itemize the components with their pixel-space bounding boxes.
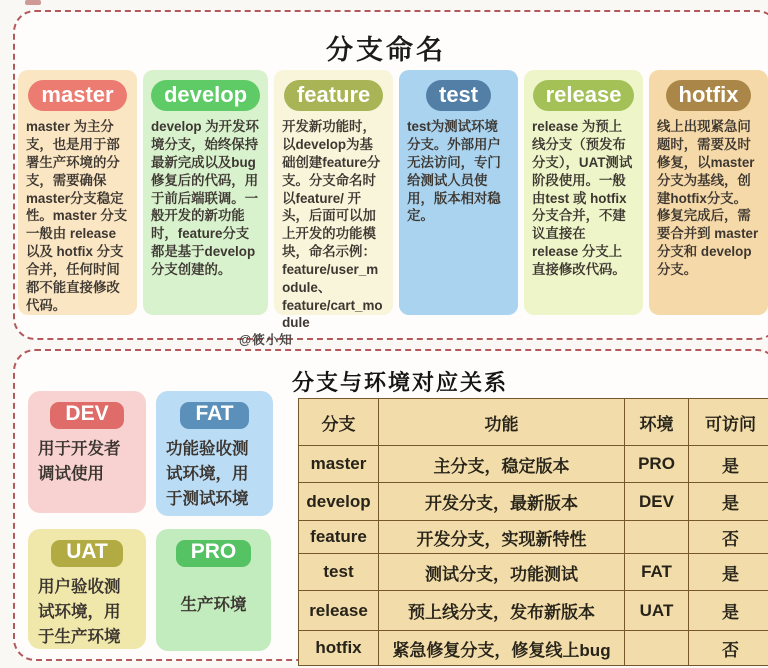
table-row-hotfix [299,631,768,666]
branch-pill-test: test [426,80,491,111]
env-pill-fat: FAT [180,402,248,429]
branch-desc-master: master 为主分支，也是用于部署生产环境的分支，需要确保master分支稳定性。master 分支一般由 release 以及 hotfix 分支合并，任何时间都不能直接修改代码。 [26,119,128,313]
cell-function: 预上线分支，发布新版本 [379,591,625,631]
branch-desc-test: test为测试环境分支。外部用户无法访问，专门给测试人员使用，版本相对稳定。 [407,119,501,224]
env-desc-pro: 生产环境 [180,596,247,614]
cell-branch: test [299,554,379,591]
branch-pill-master: master [28,80,126,111]
cell-branch: feature [299,521,379,554]
env-desc-fat: 功能验收测试环境，用于测试环境 [166,440,249,508]
table-header-function: 功能 [379,399,625,446]
env-pill-dev: DEV [50,402,123,429]
table-header-branch: 分支 [299,399,379,446]
branch-env-table [298,398,768,666]
table-row-master [299,446,768,483]
branch-cards-row [18,70,768,331]
branch-pill-develop: develop [151,80,260,111]
branch-card-test [399,70,518,315]
cell-function: 测试分支，功能测试 [379,554,625,591]
cell-env: DEV [625,483,689,521]
cell-accessible: 否 [689,521,768,554]
branch-pill-feature: feature [284,80,383,111]
branch-card-master [18,70,137,315]
table-header-row [299,399,768,446]
cell-accessible: 是 [689,483,768,521]
cell-env: UAT [625,591,689,631]
env-card-dev [28,391,146,513]
branch-naming-title: 分支命名 [326,35,446,65]
cell-function: 主分支，稳定版本 [379,446,625,483]
branch-desc-hotfix: 线上出现紧急问题时，需要及时修复，以master分支为基线，创建hotfix分支。修复完成后，需要合并到 master 分支和 develop 分支。 [657,119,759,277]
branch-env-title: 分支与环境对应关系 [292,370,509,395]
cell-env [625,521,689,554]
table-row-develop [299,483,768,521]
branch-card-feature [274,70,393,331]
branch-card-develop [143,70,268,315]
branch-pill-release: release [533,80,635,111]
cell-function: 紧急修复分支，修复线上bug [379,631,625,666]
cell-accessible: 否 [689,631,768,666]
branch-naming-section [13,10,768,340]
env-pill-uat: UAT [51,540,123,567]
top-edge-dash-fragment [25,0,41,5]
env-card-pro [156,529,271,651]
env-card-uat [28,529,146,649]
env-desc-uat: 用户验收测试环境，用于生产环境 [38,578,121,646]
branch-desc-feature: 开发新功能时，以develop为基础创建feature分支。分支命名时以feature/ 开头，后面可以加上开发的功能模块，命名示例：feature/user_module、feature/cart_module [282,119,383,331]
cell-env: PRO [625,446,689,483]
env-pill-pro: PRO [176,540,252,567]
cell-function: 开发分支，最新版本 [379,483,625,521]
branch-desc-develop: develop 为开发环境分支，始终保持最新完成以及bug修复后的代码，用于前后端联调。一般开发的新功能时，feature分支都是基于develop分支创建的。 [150,119,259,277]
branch-card-hotfix [649,70,768,315]
table-row-test [299,554,768,591]
cell-branch: develop [299,483,379,521]
cell-accessible: 是 [689,591,768,631]
cell-accessible: 是 [689,446,768,483]
table-header-accessible: 可访问 [689,399,768,446]
cell-branch: hotfix [299,631,379,666]
table-row-release [299,591,768,631]
table-header-env: 环境 [625,399,689,446]
cell-branch: release [299,591,379,631]
cell-env: FAT [625,554,689,591]
watermark: @筱小知 [239,333,293,347]
branch-env-section [13,349,768,661]
cell-env [625,631,689,666]
branch-desc-release: release 为预上线分支（预发布分支），UAT测试阶段使用。一般由test 或 hotfix 分支合并，不建议直接在 release 分支上直接修改代码。 [532,119,633,277]
table-row-feature [299,521,768,554]
cell-accessible: 是 [689,554,768,591]
cell-branch: master [299,446,379,483]
env-desc-dev: 用于开发者调试使用 [38,440,121,483]
branch-pill-hotfix: hotfix [666,80,752,111]
branch-card-release [524,70,643,315]
cell-function: 开发分支，实现新特性 [379,521,625,554]
env-card-fat [156,391,273,516]
